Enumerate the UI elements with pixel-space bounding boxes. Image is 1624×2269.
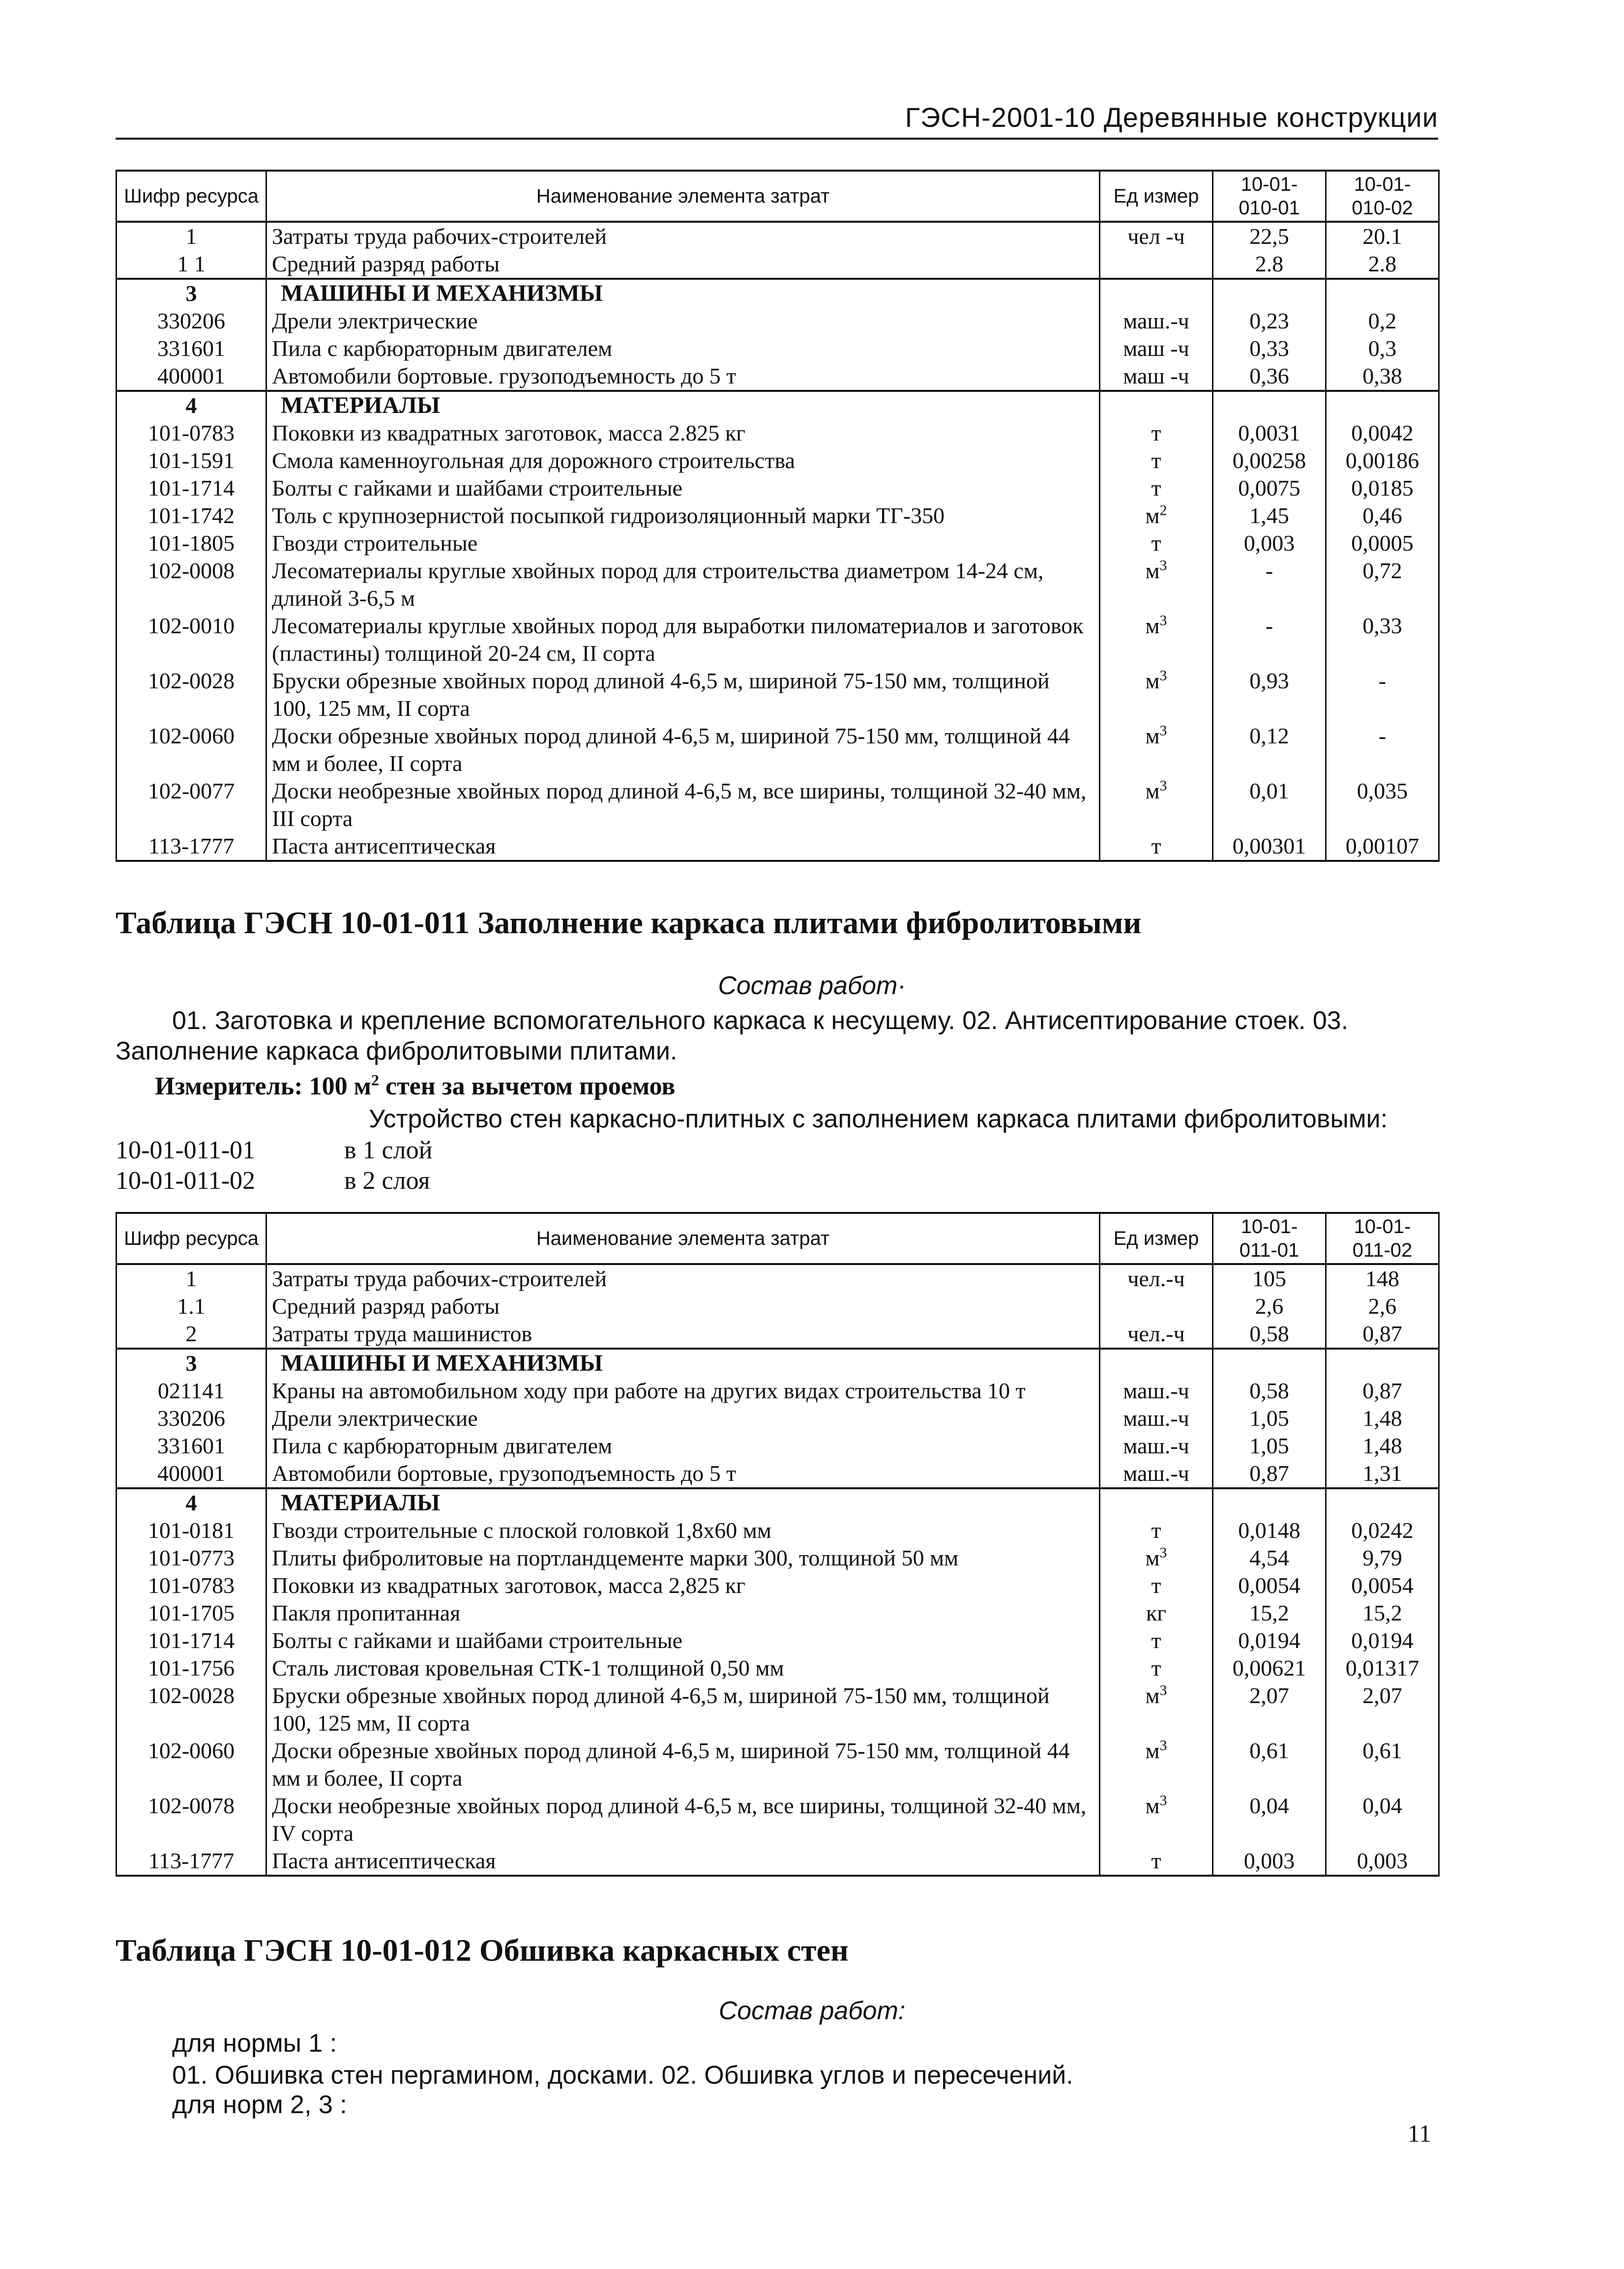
cell-unit bbox=[1100, 307, 1213, 335]
cell-name: Пакля пропитанная bbox=[266, 1599, 1100, 1627]
cell-value-1: 0,003 bbox=[1213, 1847, 1326, 1876]
cell-value-1: 0,0031 bbox=[1213, 419, 1326, 447]
cell-value-1: 2.8 bbox=[1213, 250, 1326, 279]
cell-value-1: 0,01 bbox=[1213, 777, 1326, 832]
table-row bbox=[117, 1847, 1439, 1876]
cell-code: 113-1777 bbox=[117, 1847, 266, 1876]
cell-value-1: 0,0054 bbox=[1213, 1572, 1326, 1599]
cell-value-2: 0,0005 bbox=[1326, 530, 1439, 557]
header-code: Шифр ресурса bbox=[117, 171, 266, 222]
cell-value-1: 0,87 bbox=[1213, 1460, 1326, 1488]
unit-text: чел.-ч bbox=[1127, 1321, 1185, 1346]
table-row bbox=[117, 832, 1439, 861]
section-title-10-01-012: Таблица ГЭСН 10-01-012 Обшивка каркасных стен bbox=[116, 1933, 849, 1968]
cell-name: Поковки из квадратных заготовок, масса 2.825 кг bbox=[266, 419, 1100, 447]
cell-value-1: 1,45 bbox=[1213, 502, 1326, 530]
header-col1: 10-01- 011-01 bbox=[1213, 1213, 1326, 1264]
cell-code: 330206 bbox=[117, 307, 266, 335]
cell-value-2: 1,48 bbox=[1326, 1405, 1439, 1432]
cell-value-2: 0,72 bbox=[1326, 557, 1439, 612]
unit-text: м bbox=[1145, 778, 1160, 803]
unit-exponent: 3 bbox=[1159, 557, 1167, 574]
meter-suffix: стен за вычетом проемов bbox=[379, 1072, 676, 1100]
cell-code: 400001 bbox=[117, 362, 266, 391]
composition-text: 01. Заготовка и крепление вспомогательного каркаса к несущему. 02. Антисептирование стоек. 03. Заполнение каркаса фибролитовыми плитами. bbox=[116, 1006, 1349, 1065]
unit-text: маш.-ч bbox=[1123, 308, 1189, 333]
cell-unit bbox=[1100, 1320, 1213, 1349]
cell-name: Лесоматериалы круглые хвойных пород для строительства диаметром 14-24 см, длиной 3-6,5 м bbox=[266, 557, 1100, 612]
variant-desc-2: в 2 слоя bbox=[344, 1167, 430, 1195]
cell-code: 102-0077 bbox=[117, 777, 266, 832]
cell-value-1: - bbox=[1213, 612, 1326, 667]
unit-text: м bbox=[1145, 668, 1160, 693]
cell-value-2: 0,01317 bbox=[1326, 1654, 1439, 1682]
unit-exponent: 3 bbox=[1159, 1792, 1167, 1809]
cell-name: Болты с гайками и шайбами строительные bbox=[266, 1627, 1100, 1654]
cell-name: Затраты труда машинистов bbox=[266, 1320, 1100, 1349]
cell-unit bbox=[1100, 1737, 1213, 1792]
cell-unit bbox=[1100, 1572, 1213, 1599]
variant-desc-1: в 1 слой bbox=[344, 1136, 433, 1164]
running-header bbox=[116, 98, 1438, 140]
cell-name: Доски необрезные хвойных пород длиной 4-6,5 м, все ширины, толщиной 32-40 мм, IV сорта bbox=[266, 1792, 1100, 1847]
cell-name: Пила с карбюраторным двигателем bbox=[266, 335, 1100, 362]
cell-unit bbox=[1100, 335, 1213, 362]
cell-value-1: 0,04 bbox=[1213, 1792, 1326, 1847]
cell-name: МАТЕРИАЛЫ bbox=[266, 1488, 1100, 1517]
cell-unit bbox=[1100, 1627, 1213, 1654]
cell-code: 102-0008 bbox=[117, 557, 266, 612]
header-unit: Ед измер bbox=[1100, 171, 1213, 222]
table-row bbox=[117, 419, 1439, 447]
cell-value-1: 1,05 bbox=[1213, 1432, 1326, 1460]
cell-value-1: 0,0075 bbox=[1213, 474, 1326, 502]
cell-value-1: 2,6 bbox=[1213, 1293, 1326, 1320]
cell-name: Доски обрезные хвойных пород длиной 4-6,5 м, шириной 75-150 мм, толщиной 44 мм и более, II сорта bbox=[266, 722, 1100, 777]
cell-value-1 bbox=[1213, 391, 1326, 419]
cell-value-2: 0,61 bbox=[1326, 1737, 1439, 1792]
cell-unit bbox=[1100, 1488, 1213, 1517]
cell-value-1: 22,5 bbox=[1213, 222, 1326, 250]
cell-code: 331601 bbox=[117, 1432, 266, 1460]
table-row bbox=[117, 1544, 1439, 1572]
norm-1-text: 01. Обшивка стен пергамином, досками. 02. Обшивка углов и пересечений. bbox=[172, 2061, 1073, 2090]
cell-code: 4 bbox=[117, 391, 266, 419]
cell-value-2: 0,0194 bbox=[1326, 1627, 1439, 1654]
cell-unit bbox=[1100, 419, 1213, 447]
cell-value-1: 0,36 bbox=[1213, 362, 1326, 391]
cell-code: 102-0010 bbox=[117, 612, 266, 667]
cell-value-2: 1,31 bbox=[1326, 1460, 1439, 1488]
cell-name: Гвозди строительные с плоской головкой 1,8х60 мм bbox=[266, 1517, 1100, 1544]
cell-value-2: 0,04 bbox=[1326, 1792, 1439, 1847]
cell-value-2: 0,035 bbox=[1326, 777, 1439, 832]
unit-exponent: 3 bbox=[1159, 1737, 1167, 1754]
cell-value-1: 4,54 bbox=[1213, 1544, 1326, 1572]
meter-line bbox=[155, 1072, 675, 1101]
cell-name: МАШИНЫ И МЕХАНИЗМЫ bbox=[266, 279, 1100, 307]
resource-table-10-01-010 bbox=[116, 170, 1440, 862]
table-row bbox=[117, 1320, 1439, 1349]
device-text: Устройство стен каркасно-плитных с заполнением каркаса плитами фибролитовыми: bbox=[369, 1105, 1388, 1133]
cell-value-2: 15,2 bbox=[1326, 1599, 1439, 1627]
cell-value-2: 0,38 bbox=[1326, 362, 1439, 391]
table-row bbox=[117, 1572, 1439, 1599]
page-number: 11 bbox=[1407, 2120, 1431, 2147]
unit-text: т bbox=[1151, 1655, 1161, 1680]
cell-value-2: 1,48 bbox=[1326, 1432, 1439, 1460]
cell-code: 330206 bbox=[117, 1405, 266, 1432]
unit-text: т bbox=[1151, 1573, 1161, 1598]
unit-text: чел.-ч bbox=[1127, 1266, 1185, 1291]
cell-name: Сталь листовая кровельная СТК-1 толщиной 0,50 мм bbox=[266, 1654, 1100, 1682]
section-title-10-01-011: Таблица ГЭСН 10-01-011 Заполнение каркаса плитами фибролитовыми bbox=[116, 905, 1142, 940]
table-header-row bbox=[117, 1213, 1439, 1264]
unit-text: чел -ч bbox=[1127, 224, 1185, 249]
cell-value-2 bbox=[1326, 1488, 1439, 1517]
cell-code: 113-1777 bbox=[117, 832, 266, 861]
table-row bbox=[117, 557, 1439, 612]
cell-value-2: 0,00186 bbox=[1326, 447, 1439, 474]
table-row bbox=[117, 1599, 1439, 1627]
cell-code: 101-0783 bbox=[117, 419, 266, 447]
cell-unit bbox=[1100, 1654, 1213, 1682]
cell-name: Доски необрезные хвойных пород длиной 4-6,5 м, все ширины, толщиной 32-40 мм, III сорта bbox=[266, 777, 1100, 832]
cell-value-1: 0,0148 bbox=[1213, 1517, 1326, 1544]
table-row bbox=[117, 447, 1439, 474]
table-row bbox=[117, 1432, 1439, 1460]
meter-sup: 2 bbox=[371, 1071, 380, 1089]
cell-unit bbox=[1100, 1432, 1213, 1460]
cell-code: 101-0773 bbox=[117, 1544, 266, 1572]
cell-value-2: 0,2 bbox=[1326, 307, 1439, 335]
norm-1-label: для нормы 1 : bbox=[172, 2029, 337, 2058]
table-row bbox=[117, 1627, 1439, 1654]
cell-unit bbox=[1100, 832, 1213, 861]
cell-code: 101-0783 bbox=[117, 1572, 266, 1599]
cell-value-2 bbox=[1326, 1349, 1439, 1377]
table-row bbox=[117, 1460, 1439, 1488]
cell-value-1: 15,2 bbox=[1213, 1599, 1326, 1627]
cell-unit bbox=[1100, 1264, 1213, 1293]
cell-value-2: 9,79 bbox=[1326, 1544, 1439, 1572]
table-row bbox=[117, 307, 1439, 335]
cell-code: 102-0028 bbox=[117, 667, 266, 722]
cell-value-2: 0,003 bbox=[1326, 1847, 1439, 1876]
cell-value-2: 0,3 bbox=[1326, 335, 1439, 362]
cell-unit bbox=[1100, 1377, 1213, 1405]
cell-value-1: 0,00621 bbox=[1213, 1654, 1326, 1682]
unit-exponent: 2 bbox=[1159, 502, 1167, 519]
variant-code-1: 10-01-011-01 bbox=[116, 1136, 256, 1164]
unit-exponent: 3 bbox=[1159, 1544, 1167, 1561]
cell-code: 101-0181 bbox=[117, 1517, 266, 1544]
unit-exponent: 3 bbox=[1159, 777, 1167, 794]
unit-text: маш.-ч bbox=[1123, 1433, 1189, 1458]
cell-value-2: 2,07 bbox=[1326, 1682, 1439, 1737]
cell-unit bbox=[1100, 1405, 1213, 1432]
cell-value-2: 0,0242 bbox=[1326, 1517, 1439, 1544]
cell-unit bbox=[1100, 474, 1213, 502]
cell-code: 3 bbox=[117, 279, 266, 307]
running-header-title: ГЭСН-2001-10 Деревянные конструкции bbox=[905, 102, 1438, 133]
cell-code: 102-0060 bbox=[117, 1737, 266, 1792]
cell-name: Дрели электрические bbox=[266, 1405, 1100, 1432]
cell-value-2: 0,0042 bbox=[1326, 419, 1439, 447]
cell-name: Толь с крупнозернистой посыпкой гидроизоляционный марки ТГ-350 bbox=[266, 502, 1100, 530]
composition-label: Состав работ· bbox=[718, 972, 906, 1000]
unit-text: т bbox=[1151, 530, 1161, 556]
table-row bbox=[117, 777, 1439, 832]
table-row bbox=[117, 335, 1439, 362]
cell-value-1: 0,33 bbox=[1213, 335, 1326, 362]
section-row bbox=[117, 1488, 1439, 1517]
resource-table-10-01-011 bbox=[116, 1212, 1440, 1877]
cell-unit bbox=[1100, 777, 1213, 832]
cell-unit bbox=[1100, 1599, 1213, 1627]
header-col1: 10-01- 010-01 bbox=[1213, 171, 1326, 222]
cell-unit bbox=[1100, 530, 1213, 557]
cell-value-2: 0,33 bbox=[1326, 612, 1439, 667]
cell-code: 021141 bbox=[117, 1377, 266, 1405]
cell-value-2: 20.1 bbox=[1326, 222, 1439, 250]
cell-unit bbox=[1100, 447, 1213, 474]
cell-value-1 bbox=[1213, 279, 1326, 307]
cell-name: Бруски обрезные хвойных пород длиной 4-6,5 м, шириной 75-150 мм, толщиной 100, 125 мм, II сорта bbox=[266, 1682, 1100, 1737]
cell-name: Затраты труда рабочих-строителей bbox=[266, 222, 1100, 250]
table-row bbox=[117, 1682, 1439, 1737]
cell-value-2: 0,0054 bbox=[1326, 1572, 1439, 1599]
cell-code: 101-1805 bbox=[117, 530, 266, 557]
cell-code: 102-0078 bbox=[117, 1792, 266, 1847]
cell-code: 102-0060 bbox=[117, 722, 266, 777]
unit-exponent: 3 bbox=[1159, 722, 1167, 739]
cell-unit bbox=[1100, 1544, 1213, 1572]
unit-text: маш.-ч bbox=[1123, 1406, 1189, 1431]
cell-name: Затраты труда рабочих-строителей bbox=[266, 1264, 1100, 1293]
unit-text: т bbox=[1151, 1518, 1161, 1543]
cell-value-1: 0,12 bbox=[1213, 722, 1326, 777]
cell-value-1: 105 bbox=[1213, 1264, 1326, 1293]
unit-text: м bbox=[1145, 1545, 1160, 1570]
cell-name: Бруски обрезные хвойных пород длиной 4-6,5 м, шириной 75-150 мм, толщиной 100, 125 мм, II сорта bbox=[266, 667, 1100, 722]
cell-name: Паста антисептическая bbox=[266, 832, 1100, 861]
cell-code: 101-1742 bbox=[117, 502, 266, 530]
cell-name: Дрели электрические bbox=[266, 307, 1100, 335]
table-row bbox=[117, 1792, 1439, 1847]
unit-text: м bbox=[1145, 723, 1160, 748]
unit-text: м bbox=[1145, 503, 1160, 528]
cell-name: Поковки из квадратных заготовок, масса 2,825 кг bbox=[266, 1572, 1100, 1599]
cell-unit bbox=[1100, 1847, 1213, 1876]
cell-code: 1.1 bbox=[117, 1293, 266, 1320]
cell-value-2: 148 bbox=[1326, 1264, 1439, 1293]
unit-text: м bbox=[1145, 558, 1160, 583]
cell-code: 331601 bbox=[117, 335, 266, 362]
unit-exponent: 3 bbox=[1159, 667, 1167, 684]
header-col2: 10-01- 011-02 bbox=[1326, 1213, 1439, 1264]
cell-value-2: 0,00107 bbox=[1326, 832, 1439, 861]
cell-value-1: 0,61 bbox=[1213, 1737, 1326, 1792]
cell-name: Пила с карбюраторным двигателем bbox=[266, 1432, 1100, 1460]
cell-value-1: 0,58 bbox=[1213, 1320, 1326, 1349]
cell-value-1: 0,0194 bbox=[1213, 1627, 1326, 1654]
table-row bbox=[117, 502, 1439, 530]
cell-name: Гвозди строительные bbox=[266, 530, 1100, 557]
norm-2-3-label: для норм 2, 3 : bbox=[172, 2091, 347, 2119]
cell-unit bbox=[1100, 279, 1213, 307]
cell-code: 101-1591 bbox=[117, 447, 266, 474]
cell-unit bbox=[1100, 502, 1213, 530]
composition-label-2: Состав работ: bbox=[718, 1997, 906, 2025]
cell-value-2: 0,87 bbox=[1326, 1320, 1439, 1349]
cell-unit bbox=[1100, 1792, 1213, 1847]
cell-unit bbox=[1100, 557, 1213, 612]
header-name: Наименование элемента затрат bbox=[266, 1213, 1100, 1264]
cell-code: 4 bbox=[117, 1488, 266, 1517]
table-row bbox=[117, 612, 1439, 667]
cell-value-1: 0,003 bbox=[1213, 530, 1326, 557]
unit-text: м bbox=[1145, 1738, 1160, 1763]
cell-name: Лесоматериалы круглые хвойных пород для выработки пиломатериалов и заготовок (пластины) толщиной 20-24 см, II сорта bbox=[266, 612, 1100, 667]
unit-text: м bbox=[1145, 1793, 1160, 1818]
cell-value-1: - bbox=[1213, 557, 1326, 612]
section-row bbox=[117, 279, 1439, 307]
unit-text: т bbox=[1151, 420, 1161, 445]
unit-text: маш -ч bbox=[1123, 336, 1189, 361]
cell-code: 102-0028 bbox=[117, 1682, 266, 1737]
cell-name: МАТЕРИАЛЫ bbox=[266, 391, 1100, 419]
table-row bbox=[117, 1737, 1439, 1792]
unit-text: маш -ч bbox=[1123, 363, 1189, 388]
cell-name: Смола каменноугольная для дорожного строительства bbox=[266, 447, 1100, 474]
table-row bbox=[117, 474, 1439, 502]
header-col2: 10-01- 010-02 bbox=[1326, 171, 1439, 222]
table-header-row bbox=[117, 171, 1439, 222]
cell-value-2: - bbox=[1326, 722, 1439, 777]
cell-code: 101-1714 bbox=[117, 1627, 266, 1654]
cell-unit bbox=[1100, 1460, 1213, 1488]
cell-value-2: 0,46 bbox=[1326, 502, 1439, 530]
cell-value-2: 2.8 bbox=[1326, 250, 1439, 279]
cell-unit bbox=[1100, 391, 1213, 419]
table-row bbox=[117, 362, 1439, 391]
cell-code: 2 bbox=[117, 1320, 266, 1349]
unit-text: маш.-ч bbox=[1123, 1461, 1189, 1486]
cell-code: 1 bbox=[117, 222, 266, 250]
cell-name: Краны на автомобильном ходу при работе на других видах строительства 10 т bbox=[266, 1377, 1100, 1405]
cell-code: 101-1705 bbox=[117, 1599, 266, 1627]
cell-value-1: 0,00258 bbox=[1213, 447, 1326, 474]
cell-value-2: 0,87 bbox=[1326, 1377, 1439, 1405]
cell-value-1: 0,93 bbox=[1213, 667, 1326, 722]
unit-text: т bbox=[1151, 833, 1161, 858]
cell-unit bbox=[1100, 1682, 1213, 1737]
cell-unit bbox=[1100, 1349, 1213, 1377]
table-row bbox=[117, 1405, 1439, 1432]
cell-unit bbox=[1100, 1517, 1213, 1544]
cell-unit bbox=[1100, 250, 1213, 279]
cell-name: Болты с гайками и шайбами строительные bbox=[266, 474, 1100, 502]
cell-name: Доски обрезные хвойных пород длиной 4-6,5 м, шириной 75-150 мм, толщиной 44 мм и более, II сорта bbox=[266, 1737, 1100, 1792]
cell-value-1: 0,00301 bbox=[1213, 832, 1326, 861]
cell-name: Средний разряд работы bbox=[266, 250, 1100, 279]
cell-value-1 bbox=[1213, 1488, 1326, 1517]
cell-code: 101-1714 bbox=[117, 474, 266, 502]
cell-value-1: 0,58 bbox=[1213, 1377, 1326, 1405]
cell-value-1: 1,05 bbox=[1213, 1405, 1326, 1432]
header-unit: Ед измер bbox=[1100, 1213, 1213, 1264]
cell-name: Средний разряд работы bbox=[266, 1293, 1100, 1320]
table-row bbox=[117, 530, 1439, 557]
cell-code: 101-1756 bbox=[117, 1654, 266, 1682]
cell-value-2: - bbox=[1326, 667, 1439, 722]
cell-unit bbox=[1100, 222, 1213, 250]
unit-text: т bbox=[1151, 475, 1161, 501]
cell-code: 1 bbox=[117, 1264, 266, 1293]
cell-code: 400001 bbox=[117, 1460, 266, 1488]
table-row bbox=[117, 1517, 1439, 1544]
cell-unit bbox=[1100, 612, 1213, 667]
unit-text: м bbox=[1145, 1683, 1160, 1708]
cell-value-2 bbox=[1326, 279, 1439, 307]
table-row bbox=[117, 1293, 1439, 1320]
cell-value-1 bbox=[1213, 1349, 1326, 1377]
cell-value-2 bbox=[1326, 391, 1439, 419]
table-row bbox=[117, 250, 1439, 279]
table-row bbox=[117, 222, 1439, 250]
table-row bbox=[117, 1264, 1439, 1293]
section-row bbox=[117, 1349, 1439, 1377]
unit-exponent: 3 bbox=[1159, 612, 1167, 629]
unit-exponent: 3 bbox=[1159, 1682, 1167, 1699]
cell-unit bbox=[1100, 362, 1213, 391]
cell-name: Паста антисептическая bbox=[266, 1847, 1100, 1876]
unit-text: т bbox=[1151, 448, 1161, 473]
cell-value-2: 0,0185 bbox=[1326, 474, 1439, 502]
unit-text: м bbox=[1145, 613, 1160, 638]
cell-name: Автомобили бортовые. грузоподъемность до 5 т bbox=[266, 362, 1100, 391]
cell-code: 3 bbox=[117, 1349, 266, 1377]
table-row bbox=[117, 1377, 1439, 1405]
variant-code-2: 10-01-011-02 bbox=[116, 1167, 256, 1195]
cell-unit bbox=[1100, 667, 1213, 722]
cell-unit bbox=[1100, 722, 1213, 777]
unit-text: т bbox=[1151, 1628, 1161, 1653]
meter-prefix: Измеритель: 100 м bbox=[155, 1072, 372, 1100]
table-row bbox=[117, 1654, 1439, 1682]
cell-name: МАШИНЫ И МЕХАНИЗМЫ bbox=[266, 1349, 1100, 1377]
cell-unit bbox=[1100, 1293, 1213, 1320]
cell-value-1: 0,23 bbox=[1213, 307, 1326, 335]
section-row bbox=[117, 391, 1439, 419]
cell-name: Автомобили бортовые, грузоподъемность до 5 т bbox=[266, 1460, 1100, 1488]
cell-value-1: 2,07 bbox=[1213, 1682, 1326, 1737]
cell-code: 1 1 bbox=[117, 250, 266, 279]
unit-text: кг bbox=[1146, 1600, 1167, 1625]
table-row bbox=[117, 667, 1439, 722]
unit-text: т bbox=[1151, 1848, 1161, 1873]
header-name: Наименование элемента затрат bbox=[266, 171, 1100, 222]
cell-value-2: 2,6 bbox=[1326, 1293, 1439, 1320]
cell-name: Плиты фибролитовые на портландцементе марки 300, толщиной 50 мм bbox=[266, 1544, 1100, 1572]
table-row bbox=[117, 722, 1439, 777]
unit-text: маш.-ч bbox=[1123, 1378, 1189, 1403]
header-code: Шифр ресурса bbox=[117, 1213, 266, 1264]
